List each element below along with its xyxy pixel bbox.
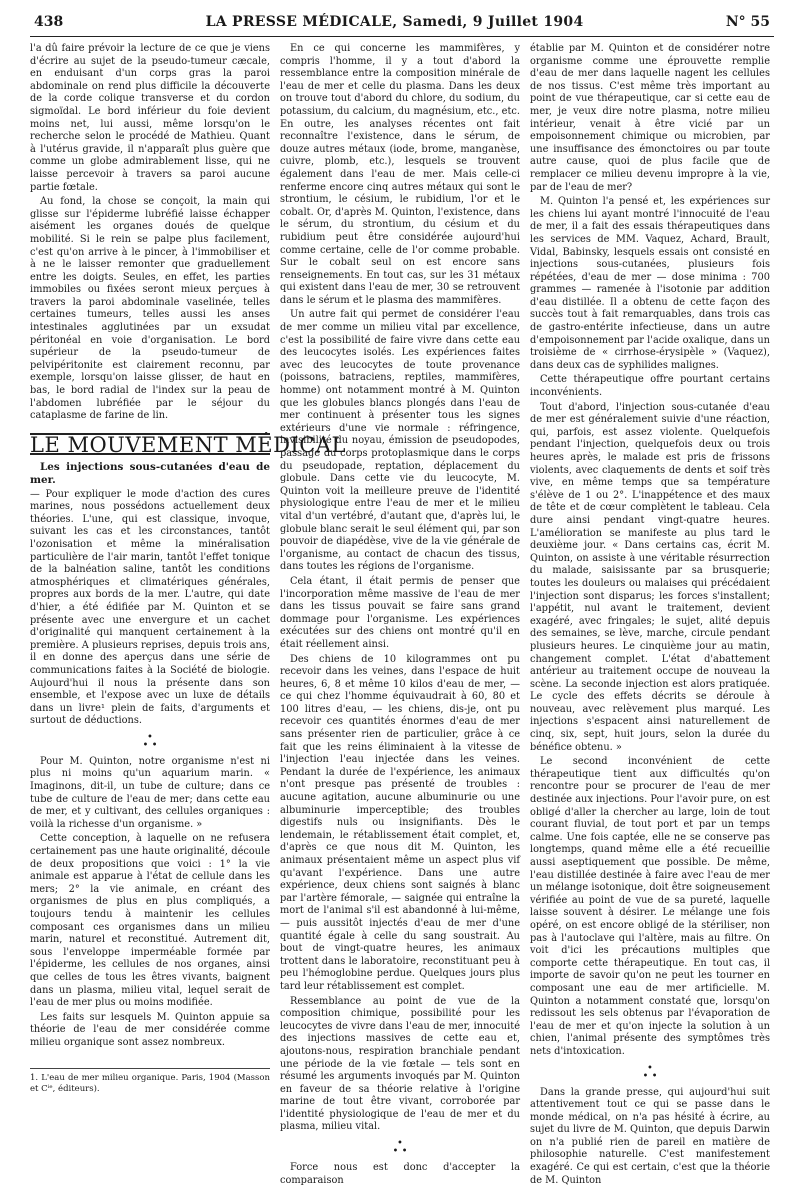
column-3 bbox=[530, 43, 770, 1187]
paragraph: l'a dû faire prévoir la lecture de ce que je viens d'écrire au sujet de la pseudo-tumeur cæcale, en enduisant d'un corps gras la paroi abdominale on rend plus difficile la découverte de la corde colique transverse et du cordon sigmoïdal. Le bord inférieur du foie devient moins net, lui aussi, même lorsqu'on le recherche selon le procédé de Mathieu. Quant à l'utérus gravide, il n'apparaît plus guère que comme un globe admirablement lisse, qui ne laisse percevoir à travers sa paroi aucune partie fœtale. bbox=[30, 43, 270, 194]
paragraph: Force nous est donc d'accepter la comparaison bbox=[280, 1162, 520, 1187]
paragraph: établie par M. Quinton et de considérer notre organisme comme une éprouvette remplie d'eau de mer dans laquelle nagent les cellules de nos tissus. C'est même très important au point de vue thérapeutique, car si cette eau de mer, je veux dire notre plasma, notre milieu intérieur, venait à être vicié par un empoisonnement chimique ou microbien, par une insuffisance des émonctoires ou par toute autre cause, quoi de plus facile que de remplacer ce milieu devenu impropre à la vie, par de l'eau de mer? bbox=[530, 43, 770, 194]
paragraph: Au fond, la chose se conçoit, la main qui glisse sur l'épiderme lubréfié laisse échapper aisément les organes doués de quelque mobilité. Si le rein se palpe plus facilement, c'est qu'on arrive à le pincer, à l'immobiliser et à ne le laisser remonter que graduellement entre les doigts. Seules, en effet, les parties immobiles ou fixées seront mieux perçues à travers la paroi abdominale vaselinée, telles certaines tumeurs, telles aussi les anses intestinales agglutinées par un exsudat péritonéal en voie d'organisation. Le bord supérieur de la pseudo-tumeur de pelvipéritonite est clairement reconnu, par exemple, lorsqu'on laisse glisser, de haut en bas, le bord radial de l'index sur la peau de l'abdomen lubréfiée par le séjour du cataplasme de farine de lin. bbox=[30, 196, 270, 423]
section-separator: • • • bbox=[30, 734, 270, 750]
section-title: LE MOUVEMENT MÉDICAL bbox=[30, 433, 270, 456]
page-header bbox=[30, 14, 774, 37]
issue-number: N° 55 bbox=[726, 14, 770, 30]
article-columns bbox=[30, 43, 774, 1187]
column-1 bbox=[30, 43, 270, 1187]
article-subhead: Les injections sous-cutanées d'eau de mer. bbox=[30, 461, 270, 486]
section-separator: • • • bbox=[280, 1140, 520, 1156]
paragraph: Dans la grande presse, qui aujourd'hui suit attentivement tout ce qui se passe dans le monde médical, on n'a pas hésité à écrire, au sujet du livre de M. Quinton, que depuis Darwin on n'a publié rien de pareil en matière de philosophie naturelle. C'est manifestement exagéré. Ce qui est certain, c'est que la théorie de M. Quinton bbox=[530, 1087, 770, 1187]
paragraph: Les faits sur lesquels M. Quinton appuie sa théorie de l'eau de mer considérée comme milieu organique sont assez nombreux. bbox=[30, 1012, 270, 1050]
paragraph: Cela étant, il était permis de penser que l'incorporation même massive de l'eau de mer dans les tissus pouvait se faire sans grand dommage pour l'organisme. Les expériences exécutées sur des chiens ont montré qu'il en était réellement ainsi. bbox=[280, 576, 520, 652]
paragraph: En ce qui concerne les mammifères, y compris l'homme, il y a tout d'abord la ressemblance entre la composition minérale de l'eau de mer et celle du plasma. Dans les deux on trouve tout d'abord du chlore, du sodium, du potassium, du calcium, du magnésium, etc., etc. En outre, les analyses récentes ont fait reconnaître l'existence, dans le sérum, de douze autres métaux (iode, brome, manganèse, cuivre, plomb, etc.), lesquels se trouvent également dans l'eau de mer. Mais celle-ci renferme encore cinq autres métaux qui sont le strontium, le césium, le rubidium, l'or et le cobalt. Or, d'après M. Quinton, l'existence, dans le sérum, du strontium, du césium et du rubidium peut être considérée aujourd'hui comme certaine, celle de l'or comme probable. Sur le cobalt seul on est encore sans renseignements. En tout cas, sur les 31 métaux qui existent dans l'eau de mer, 30 se retrouvent dans le sérum et le plasma des mammifères. bbox=[280, 43, 520, 307]
column-2 bbox=[280, 43, 520, 1187]
footnote: 1. L'eau de mer milieu organique. Paris, 1904 (Masson et Cⁱᵉ, éditeurs). bbox=[30, 1068, 270, 1095]
paragraph: Cette conception, à laquelle on ne refusera certainement pas une haute originalité, découle de deux propositions que voici : 1° la vie animale est apparue à l'état de cellule dans les mers; 2° la vie animale, en créant des organismes de plus en plus compliqués, a toujours tendu à maintenir les cellules composant ces organismes dans un milieu marin, naturel et reconstitué. Autrement dit, sous l'enveloppe imperméable formée par l'épiderme, les cellules de nos organes, ainsi que celles de tous les êtres vivants, baignent dans un plasma, milieu vital, lequel serait de l'eau de mer plus ou moins modifiée. bbox=[30, 833, 270, 1009]
paragraph: Ressemblance au point de vue de la composition chimique, possibilité pour les leucocytes de vivre dans l'eau de mer, innocuité des injections massives de cette eau et, ajoutons-nous, respiration branchiale pendant une période de la vie fœtale — tels sont en résumé les arguments invoqués par M. Quinton en faveur de sa théorie relative à l'origine marine de tout être vivant, corroborée par l'identité physiologique de l'eau de mer et du plasma, milieu vital. bbox=[280, 996, 520, 1135]
paragraph: Cette thérapeutique offre pourtant certains inconvénients. bbox=[530, 374, 770, 399]
page-number: 438 bbox=[34, 14, 63, 30]
paragraph: M. Quinton l'a pensé et, les expériences sur les chiens lui ayant montré l'innocuité de l'eau de mer, il a fait des essais thérapeutiques dans les services de MM. Vaquez, Achard, Brault, Vidal, Babinsky, lesquels essais ont consisté en injections sous-cutanées, plusieurs fois répétées, d'eau de mer — dose minima : 700 grammes — ramenée à l'isotonie par addition d'eau distillée. Il a obtenu de cette façon des succès tout à fait remarquables, dans trois cas de gastro-entérite infectieuse, dans un autre d'empoisonnement par l'acide oxalique, dans un troisième de « cirrhose-érysipèle » (Vaquez), dans deux cas de syphilides malignes. bbox=[530, 196, 770, 372]
paragraph: Pour M. Quinton, notre organisme n'est ni plus ni moins qu'un aquarium marin. « Imaginons, dit-il, un tube de culture; dans ce tube de culture de l'eau de mer; dans cette eau de mer, et y cultivant, des cellules organiques : voilà la richesse d'un organisme. » bbox=[30, 756, 270, 832]
paragraph: Tout d'abord, l'injection sous-cutanée d'eau de mer est généralement suivie d'une réaction, qui, parfois, est assez violente. Quelquefois pendant l'injection, quelquefois deux ou trois heures après, le malade est pris de frissons violents, avec claquements de dents et soif très vive, en même temps que sa température s'élève de 1 ou 2°. L'inappétence et des maux de tête et de cœur complètent le tableau. Cela dure ainsi pendant vingt-quatre heures. L'amélioration se manifeste au plus tard le deuxième jour. « Dans certains cas, écrit M. Quinton, on assiste à une véritable résurrection du malade, saisissante par sa brusquerie; toutes les douleurs ou malaises qui précédaient l'injection sont disparus; les forces s'installent; l'appétit, nul avant le traitement, devient exagéré, avec fringales; le sujet, alité depuis des semaines, se lève, marche, circule pendant plusieurs heures. Le cinquième jour au matin, changement complet. L'état d'abattement antérieur au traitement occupe de nouveau la scène. La seconde injection est alors pratiquée. Le cycle des effets décrits se déroule à nouveau, avec relèvement plus marqué. Les injections s'espacent ainsi naturellement de cinq, six, sept, huit jours, selon la durée du bénéfice obtenu. » bbox=[530, 402, 770, 755]
paragraph: Des chiens de 10 kilogrammes ont pu recevoir dans les veines, dans l'espace de huit heures, 6, 8 et même 10 kilos d'eau de mer, — ce qui chez l'homme équivaudrait à 60, 80 et 100 litres d'eau, — les chiens, dis-je, ont pu recevoir ces quantités énormes d'eau de mer sans présenter rien de particulier, grâce à ce fait que les reins éliminaient à la vitesse de l'injection l'eau injectée dans les veines. Pendant la durée de l'expérience, les animaux n'ont presque pas présenté de troubles : aucune agitation, aucune albuminurie ou une albuminurie imperceptible; des troubles digestifs nuls ou insignifiants. Dès le lendemain, le rétablissement était complet, et, d'après ce que nous dit M. Quinton, les animaux présentaient même un aspect plus vif qu'avant l'expérience. Dans une autre expérience, deux chiens sont saignés à blanc par l'artère fémorale, — saignée qui entraîne la mort de l'animal s'il est abandonné à lui-même, — puis aussitôt injectés d'eau de mer d'une quantité égale à celle du sang soustrait. Au bout de vingt-quatre heures, les animaux trottent dans le laboratoire, reconstituant peu à peu l'hémoglobine perdue. Quelques jours plus tard leur rétablissement est complet. bbox=[280, 654, 520, 994]
journal-title: LA PRESSE MÉDICALE, Samedi, 9 Juillet 1904 bbox=[206, 14, 584, 30]
paragraph: — Pour expliquer le mode d'action des cures marines, nous possédons actuellement deux théories. L'une, qui est classique, invoque, suivant les cas et les circonstances, tantôt l'ozonisation et même la minéralisation particulière de l'air marin, tantôt l'effet tonique de la balnéation saline, tantôt les conditions atmosphériques et climatériques générales, propres aux bords de la mer. L'autre, qui date d'hier, a été édifiée par M. Quinton et se présente avec une envergure et un cachet d'originalité qui manquent certainement à la première. A plusieurs reprises, depuis trois ans, il en donne des aperçus dans une série de communications faites à la Société de biologie. Aujourd'hui il nous la présente dans son ensemble, et l'expose avec un luxe de détails dans un livre¹ plein de faits, d'arguments et surtout de déductions. bbox=[30, 489, 270, 728]
paragraph: Un autre fait qui permet de considérer l'eau de mer comme un milieu vital par excellence, c'est la possibilité de faire vivre dans cette eau des leucocytes isolés. Les expériences faites avec des leucocytes de toute provenance (poissons, batraciens, reptiles, mammifères, homme) ont notamment montré à M. Quinton que les globules blancs plongés dans l'eau de mer continuent à présenter tous les signes extérieurs d'une vie normale : réfringence, invisibilité du noyau, émission de pseudopodes, passage du corps protoplasmique dans le corps du pseudopade, reptation, déplacement du globule. Dans cette vie du leucocyte, M. Quinton voit la meilleure preuve de l'identité physiologique entre l'eau de mer et le milieu vital d'un vertébré, d'autant que, d'après lui, le globule blanc serait le seul élément qui, par son pouvoir de diapédèse, vive de la vie générale de l'organisme, au contact de chacun des tissus, dans toutes les régions de l'organisme. bbox=[280, 309, 520, 573]
section-separator: • • • bbox=[530, 1065, 770, 1081]
paragraph: Le second inconvénient de cette thérapeutique tient aux difficultés qu'on rencontre pour se procurer de l'eau de mer destinée aux injections. Pour l'avoir pure, on est obligé d'aller la chercher au large, loin de tout courant fluvial, de tout port et par un temps calme. Une fois captée, elle ne se conserve pas longtemps, quand même elle a été recueillie aussi aseptiquement que possible. De même, l'eau distillée destinée à faire avec l'eau de mer un mélange isotonique, doit être soigneusement vérifiée au point de vue de sa pureté, laquelle laisse souvent à désirer. Le mélange une fois opéré, on est encore obligé de la stériliser, non pas à l'autoclave qui l'altère, mais au filtre. On voit d'ici les précautions multiples que comporte cette thérapeutique. En tout cas, il importe de savoir qu'on ne peut les tourner en composant une eau de mer artificielle. M. Quinton a notamment constaté que, lorsqu'on redissout les sels obtenus par l'évaporation de l'eau de mer et qu'on injecte la solution à un chien, l'animal présente des symptômes très nets d'intoxication. bbox=[530, 756, 770, 1058]
